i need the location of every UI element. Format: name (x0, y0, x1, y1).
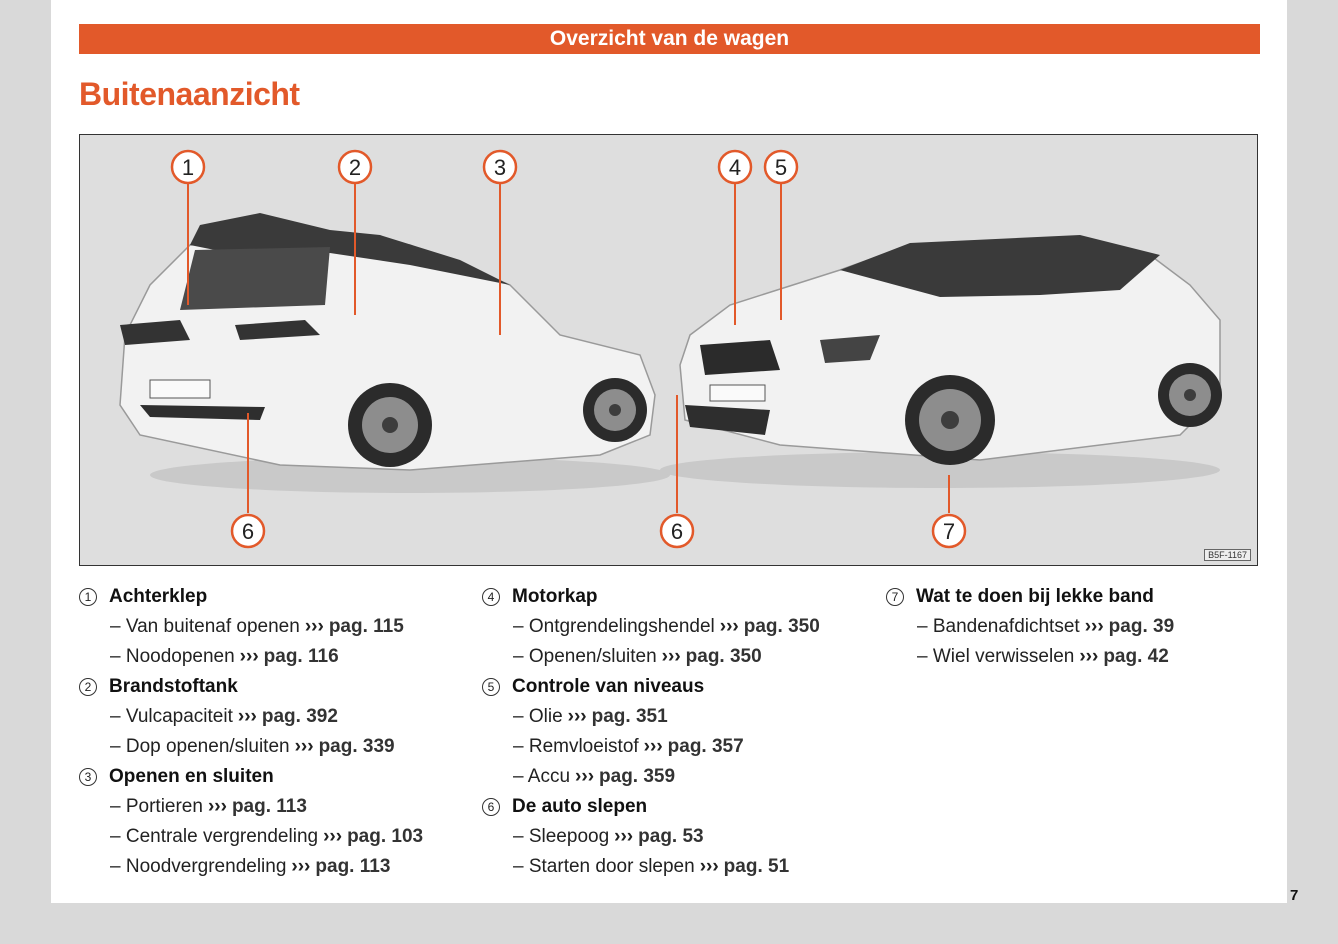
sub-item[interactable]: – Van buitenaf openen ››› pag. 115 (110, 615, 404, 637)
item-number-badge: 3 (79, 768, 97, 786)
sub-item[interactable]: – Olie ››› pag. 351 (513, 705, 668, 727)
sub-item[interactable]: – Openen/sluiten ››› pag. 350 (513, 645, 762, 667)
legend-column-3 (886, 584, 1266, 674)
sub-item[interactable]: – Accu ››› pag. 359 (513, 765, 676, 787)
callout-1 (172, 151, 204, 183)
item-number-badge: 4 (482, 588, 500, 606)
callout-6-rear (232, 515, 264, 547)
svg-text:3: 3 (493, 155, 507, 180)
callout-4 (719, 151, 751, 183)
item-number-badge: 5 (482, 678, 500, 696)
legend-item-1 (79, 584, 459, 609)
sub-item[interactable]: – Portieren ››› pag. 113 (110, 795, 307, 817)
sub-item[interactable]: – Vulcapaciteit ››› pag. 392 (110, 705, 338, 727)
item-title: Motorkap (512, 585, 598, 607)
legend-column-1 (79, 584, 459, 884)
legend-item-5 (482, 674, 862, 699)
item-number-badge: 7 (886, 588, 904, 606)
svg-text:6: 6 (670, 519, 684, 544)
sub-item[interactable]: – Starten door slepen ››› pag. 51 (513, 855, 790, 877)
item-title: Wat te doen bij lekke band (916, 585, 1154, 607)
item-title: De auto slepen (512, 795, 648, 817)
car-exterior-illustration-icon (80, 135, 1257, 565)
car-exterior-figure (79, 134, 1258, 566)
legend-item-4 (482, 584, 862, 609)
svg-text:2: 2 (348, 155, 362, 180)
svg-text:6: 6 (241, 519, 255, 544)
page-title: Buitenaanzicht (79, 76, 300, 112)
svg-text:5: 5 (774, 155, 788, 180)
legend-item-2 (79, 674, 459, 699)
page-number: 7 (1290, 887, 1299, 904)
callout-5 (765, 151, 797, 183)
item-title: Brandstoftank (109, 675, 238, 697)
legend-item-3 (79, 764, 459, 789)
front-car-illustration (660, 235, 1222, 488)
legend-item-6 (482, 794, 862, 819)
figure-code: B5F-1167 (1204, 549, 1251, 561)
sub-item[interactable]: – Remvloeistof ››› pag. 357 (513, 735, 744, 757)
item-number-badge: 2 (79, 678, 97, 696)
sub-item[interactable]: – Bandenafdichtset ››› pag. 39 (917, 615, 1175, 637)
svg-text:4: 4 (728, 155, 742, 180)
item-number-badge: 1 (79, 588, 97, 606)
section-title: Overzicht van de wagen (549, 27, 790, 50)
rear-car-illustration (120, 213, 670, 493)
svg-text:1: 1 (181, 155, 195, 180)
sub-item[interactable]: – Centrale vergrendeling ››› pag. 103 (110, 825, 424, 847)
svg-text:7: 7 (942, 519, 956, 544)
callout-6-front (661, 515, 693, 547)
item-number-badge: 6 (482, 798, 500, 816)
legend-item-7 (886, 584, 1266, 609)
callout-3 (484, 151, 516, 183)
item-title: Achterklep (109, 585, 208, 607)
callout-2 (339, 151, 371, 183)
sub-item[interactable]: – Noodopenen ››› pag. 116 (110, 645, 339, 667)
sub-item[interactable]: – Wiel verwisselen ››› pag. 42 (917, 645, 1169, 667)
sub-item[interactable]: – Dop openen/sluiten ››› pag. 339 (110, 735, 395, 757)
item-title: Openen en sluiten (109, 765, 274, 787)
item-title: Controle van niveaus (512, 675, 705, 697)
callout-7 (933, 515, 965, 547)
sub-item[interactable]: – Sleepoog ››› pag. 53 (513, 825, 704, 847)
sub-item[interactable]: – Ontgrendelingshendel ››› pag. 350 (513, 615, 820, 637)
section-header-bar (79, 24, 1260, 54)
legend-column-2 (482, 584, 862, 884)
sub-item[interactable]: – Noodvergrendeling ››› pag. 113 (110, 855, 391, 877)
